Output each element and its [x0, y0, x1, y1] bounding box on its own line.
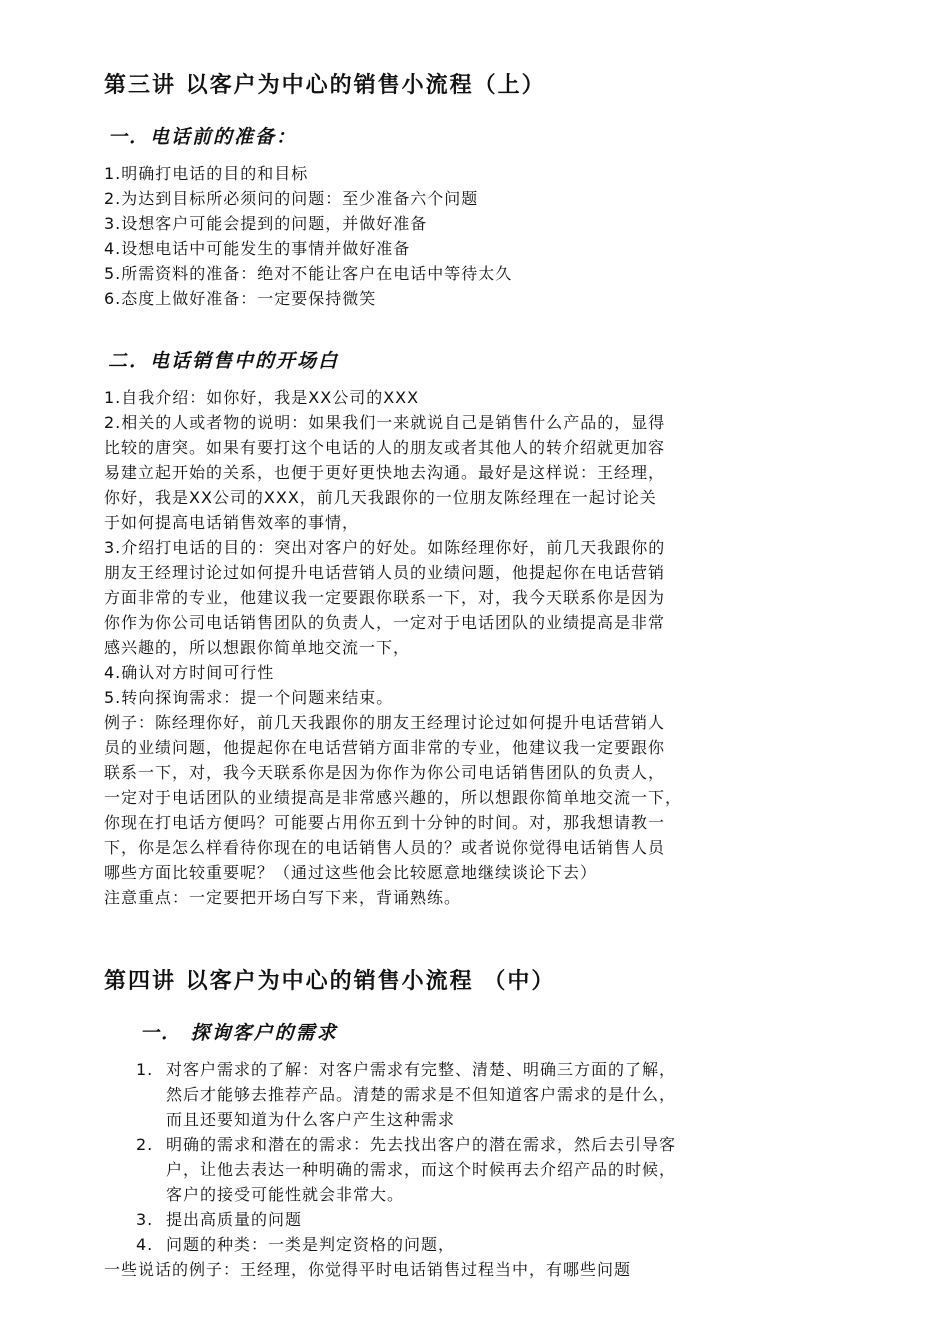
- lecture-3-title: 第三讲 以客户为中心的销售小流程（上）: [104, 73, 546, 98]
- paragraph-line: 2.相关的人或者物的说明：如果我们一来就说自己是销售什么产品的，显得: [104, 413, 666, 432]
- paragraph-line: 感兴趣的，所以想跟你简单地交流一下，: [104, 638, 411, 657]
- list-item: [136, 1208, 302, 1232]
- section-heading-needs: 一． 探询客户的需求: [140, 1022, 338, 1044]
- paragraph-line: 例子：陈经理你好，前几天我跟你的朋友王经理讨论过如何提升电话营销人: [104, 713, 666, 732]
- item-number: 3.: [136, 1210, 154, 1229]
- paragraph-line: 一定对于电话团队的业绩提高是非常感兴趣的，所以想跟你简单地交流一下，: [104, 788, 683, 807]
- item-continuation: 而且还要知道为什么客户产生这种需求: [166, 1110, 456, 1129]
- paragraph-line: 哪些方面比较重要呢？（通过这些他会比较愿意地继续谈论下去）: [104, 863, 598, 882]
- paragraph-line: 比较的唐突。如果有要打这个电话的人的朋友或者其他人的转介绍就更加容: [104, 438, 666, 457]
- paragraph-line: 3.介绍打电话的目的：突出对客户的好处。如陈经理你好，前几天我跟你的: [104, 538, 666, 557]
- item-continuation: 然后才能够去推荐产品。清楚的需求是不但知道客户需求的是什么，: [166, 1085, 677, 1104]
- list-item: 4.设想电话中可能发生的事情并做好准备: [104, 239, 411, 258]
- paragraph-line: 你现在打电话方便吗？可能要占用你五到十分钟的时间。对，那我想请教一: [104, 813, 666, 832]
- list-item: 6.态度上做好准备：一定要保持微笑: [104, 289, 377, 308]
- list-item: [136, 1233, 455, 1257]
- item-number: 1.: [136, 1060, 154, 1079]
- item-line: 对客户需求的了解：对客户需求有完整、清楚、明确三方面的了解，: [166, 1060, 677, 1079]
- list-item: 5.所需资料的准备：绝对不能让客户在电话中等待太久: [104, 264, 513, 283]
- paragraph-line: 于如何提高电话销售效率的事情，: [104, 513, 360, 532]
- paragraph-line: 朋友王经理讨论过如何提升电话营销人员的业绩问题，他提起你在电话营销: [104, 563, 666, 582]
- item-continuation: 户，让他去表达一种明确的需求，而这个时候再去介绍产品的时候，: [166, 1160, 677, 1179]
- paragraph-line: 注意重点：一定要把开场白写下来，背诵熟练。: [104, 888, 462, 907]
- item-line: 问题的种类：一类是判定资格的问题，: [166, 1235, 456, 1254]
- paragraph-line: 员的业绩问题，他提起你在电话营销方面非常的专业，他建议我一定要跟你: [104, 738, 666, 757]
- section-heading-preparation: 一．电话前的准备：: [108, 126, 298, 148]
- section-heading-opening: 二．电话销售中的开场白: [108, 350, 340, 372]
- lecture-4-title: 第四讲 以客户为中心的销售小流程 （中）: [104, 969, 556, 994]
- paragraph-line: 你作为你公司电话销售团队的负责人，一定对于电话团队的业绩提高是非常: [104, 613, 666, 632]
- item-continuation: 客户的接受可能性就会非常大。: [166, 1185, 405, 1204]
- item-line: 提出高质量的问题: [166, 1210, 303, 1229]
- paragraph-line: 易建立起开始的关系，也便于更好更快地去沟通。最好是这样说：王经理，: [104, 463, 666, 482]
- list-item: 2.为达到目标所必须问的问题：至少准备六个问题: [104, 189, 479, 208]
- paragraph-line: 下，你是怎么样看待你现在的电话销售人员的？或者说你觉得电话销售人员: [104, 838, 666, 857]
- list-item: 3.设想客户可能会提到的问题，并做好准备: [104, 214, 428, 233]
- item-number: 4.: [136, 1235, 154, 1254]
- paragraph-line: 4.确认对方时间可行性: [104, 663, 275, 682]
- paragraph-line: 一些说话的例子：王经理，你觉得平时电话销售过程当中，有哪些问题: [104, 1260, 632, 1279]
- paragraph-line: 1.自我介绍：如你好，我是XX公司的XXX: [104, 388, 420, 407]
- list-item: [136, 1058, 676, 1082]
- paragraph-line: 方面非常的专业，他建议我一定要跟你联系一下，对，我今天联系你是因为: [104, 588, 666, 607]
- paragraph-line: 你好，我是XX公司的XXX，前几天我跟你的一位朋友陈经理在一起讨论关: [104, 488, 657, 507]
- paragraph-line: 联系一下，对，我今天联系你是因为你作为你公司电话销售团队的负责人，: [104, 763, 666, 782]
- paragraph-line: 5.转向探询需求：提一个问题来结束。: [104, 688, 394, 707]
- list-item: 1.明确打电话的目的和目标: [104, 164, 309, 183]
- item-line: 明确的需求和潜在的需求：先去找出客户的潜在需求，然后去引导客: [166, 1135, 677, 1154]
- list-item: [136, 1133, 676, 1157]
- item-number: 2.: [136, 1135, 154, 1154]
